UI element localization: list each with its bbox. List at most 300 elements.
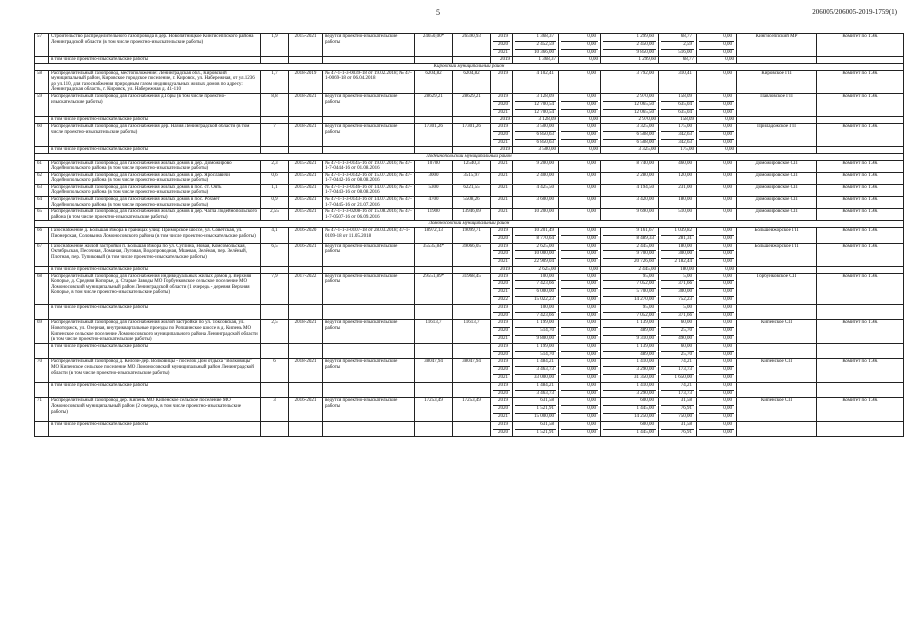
regional-budget [601, 273, 659, 304]
remaining-cost: 6204,82 [453, 70, 491, 93]
period: 2016-2021 [289, 398, 323, 421]
estimated-cost: 11613,7 [415, 320, 453, 343]
regional-budget [601, 172, 659, 184]
total [513, 70, 559, 93]
federal-budget-value: 0,00 [561, 42, 598, 50]
year-value: 2020 [493, 281, 510, 289]
year-value: 2019 [493, 344, 510, 352]
empty-cell [453, 382, 491, 398]
total-value: 6 000,00 [515, 289, 556, 297]
settlement: Кипенское СП [737, 359, 817, 382]
total-value: 10 200,00 [534, 209, 554, 215]
capacity: 3 [261, 398, 289, 421]
regional-budget [601, 320, 659, 343]
municipal-budget [659, 421, 697, 437]
regional-budget-value: 5 700,00 [603, 289, 656, 297]
other-sources-value: 0,00 [699, 281, 734, 289]
period: 2016-2021 [289, 243, 323, 266]
other-sources [697, 228, 737, 244]
capacity: 1,7 [261, 70, 289, 93]
object-name: Распределительный газопровод для газоснабжения жилых домов в пос. ст. Оять Лодейнопольского района (в том числе проектно-изыскательские работы) [49, 184, 261, 196]
federal-budget-value: 0,00 [561, 383, 598, 391]
municipal-budget [659, 304, 697, 320]
year [491, 70, 513, 93]
total [513, 184, 559, 196]
other-sources [697, 320, 737, 343]
period: 2015-2021 [289, 160, 323, 172]
municipal-budget-value: 510,00 [678, 209, 692, 215]
row-number: 57 [35, 34, 49, 57]
other-sources-value: 0,00 [699, 406, 734, 414]
object-name: Газоснабжение жилой застройки п. Большая Ижора по ул. Суглина, Новая, Комсомольская, Октябрьская, Песочная, Ломаная, Луговая, Водопроводная, Мшевая, Зелёная, пер. Зелёный, Плотная, пер. Тупиковый (в том числе проектно-изыскательские работы) [49, 243, 261, 266]
other-sources-value: 0,00 [699, 274, 734, 282]
period: 2015-2021 [289, 34, 323, 57]
settlement: Павловское ГП [737, 93, 817, 116]
municipal-budget-value: 342,63 [661, 132, 694, 140]
regional-budget [601, 343, 659, 359]
federal-budget-value: 0,00 [561, 406, 598, 414]
row-number [35, 304, 49, 320]
remaining-cost: 11613,7 [453, 320, 491, 343]
year-value: 2020 [498, 390, 508, 396]
other-sources-value: 0,00 [699, 132, 734, 140]
regional-budget-value: 489,00 [603, 328, 656, 336]
federal-budget-value: 0,00 [587, 209, 596, 215]
design-work-row [35, 304, 904, 320]
object-name: Газоснабжение д. Большая Ижора в границах улиц: Приморское шоссе, ул. Советская, ул. Пионерская, Соловьина Ломоносовского района (в том числе проектно-изыскательские работы) [49, 228, 261, 244]
row-number: 59 [35, 93, 49, 116]
federal-budget-value: 0,00 [561, 34, 598, 42]
estimated-cost: 5300 [415, 184, 453, 196]
empty-cell [261, 304, 289, 320]
regional-budget: 1 299,60 [601, 57, 659, 64]
year-value: 2021 [498, 109, 508, 115]
regional-budget-value: 3 792,00 [636, 70, 654, 76]
customer: Комитет по ТЭК [817, 320, 904, 343]
year-value: 2021 [498, 374, 508, 380]
municipal-budget-value: 74,21 [661, 359, 694, 367]
empty-cell [289, 147, 323, 154]
empty-cell [415, 57, 453, 64]
row-number [35, 382, 49, 398]
other-sources [697, 209, 737, 221]
capacity: 0,6 [261, 172, 289, 184]
municipal-budget-value: 173,73 [661, 367, 694, 375]
empty-cell [737, 147, 817, 154]
federal-budget [559, 304, 601, 320]
year [491, 184, 513, 196]
municipal-budget [659, 382, 697, 398]
settlement: Доможировское СП [737, 197, 817, 209]
design-work-label: в том числе проектно-изыскательские работы [49, 343, 261, 359]
other-sources [697, 359, 737, 382]
municipal-budget: 180,00 [659, 267, 697, 274]
year [491, 197, 513, 209]
empty-cell [817, 117, 904, 124]
municipal-budget-value: 300,00 [661, 289, 694, 297]
expertise-status: ведутся проектно-изыскательские работы [323, 243, 415, 266]
total [513, 343, 559, 359]
period: 2018-2019 [289, 70, 323, 93]
design-work-row [35, 343, 904, 359]
municipal-budget-value: 460,00 [678, 160, 692, 166]
row-number [35, 57, 49, 64]
estimated-cost: 29551,89* [415, 273, 453, 304]
regional-budget-value: 3 290,00 [603, 367, 656, 375]
total [513, 304, 559, 320]
year-value: 2020 [493, 406, 510, 414]
empty-cell [323, 304, 415, 320]
total-value: 2 625,00 [515, 244, 556, 252]
municipal-budget-value: 180,00 [661, 244, 694, 252]
object-name: Распределительный газопровод дер. Кипень МО Кипенское сельское поселение МО Ломоносовский муниципальный район (2 очередь, в том числе проектно-изыскательские работы) [49, 398, 261, 421]
other-sources-value: 0,00 [723, 235, 732, 241]
year-value: 2019 [493, 244, 510, 252]
federal-budget [559, 123, 601, 146]
total-value: 15 000,00 [534, 413, 554, 419]
other-sources-value: 0,00 [699, 305, 734, 313]
federal-budget-value: 0,00 [561, 320, 598, 328]
capacity: 7 [261, 123, 289, 146]
year: 2019 [491, 57, 513, 64]
customer: Комитет по ТЭК [817, 398, 904, 421]
federal-budget: 0,00 [559, 57, 601, 64]
estimated-cost: 24650,00* [415, 34, 453, 57]
other-sources [697, 197, 737, 209]
total [513, 197, 559, 209]
total [513, 172, 559, 184]
district-title: Ломоносовский муниципальный район [35, 221, 904, 228]
empty-cell [737, 343, 817, 359]
object-name: Распределительный газопровод для газоснабжения жилой застройки по ул. Токсовская, ул. Новоторжск, ул. Озерная, внутриквартальные проезды по Ропшинское шоссе в д. Кипень МО Кипенское сельское поселение Ломоносовского муниципального района Ленинградской области (в том числе проектно-изыскательские работы) [49, 320, 261, 343]
period: 2018-2021 [289, 93, 323, 116]
municipal-budget-value: 60,00 [661, 344, 694, 352]
federal-budget-value: 0,00 [561, 305, 598, 313]
municipal-budget [659, 184, 697, 196]
other-sources-value: 0,00 [699, 344, 734, 352]
expertise-status: ведутся проектно-изыскательские работы [323, 320, 415, 343]
regional-budget [601, 123, 659, 146]
other-sources: 0,00 [697, 117, 737, 124]
remaining-cost: 12540,3 [453, 160, 491, 172]
total-value: 631,58 [515, 398, 556, 406]
customer: Комитет по ТЭК [817, 123, 904, 146]
period: 2015-2021 [289, 184, 323, 196]
total-value: 631,58 [515, 422, 556, 430]
empty-cell [817, 343, 904, 359]
other-sources-value: 0,00 [723, 197, 732, 203]
year [491, 421, 513, 437]
year-value: 2019 [498, 70, 508, 76]
capacity: 4,1 [261, 228, 289, 244]
federal-budget-value: 0,00 [587, 297, 596, 303]
estimated-cost: 4700 [415, 197, 453, 209]
regional-budget-value: 1 139,00 [603, 344, 656, 352]
total-value: 8 770,64 [536, 235, 554, 241]
total-value: 1 368,37 [515, 34, 556, 42]
total-value: 9 200,00 [536, 160, 554, 166]
design-work-label: в том числе проектно-изыскательские работы [49, 267, 261, 274]
year [491, 320, 513, 343]
federal-budget-value: 0,00 [587, 259, 596, 265]
federal-budget [559, 160, 601, 172]
total [513, 123, 559, 146]
municipal-budget-value: 60,00 [661, 320, 694, 328]
other-sources-value: 0,00 [699, 124, 734, 132]
other-sources-value: 0,00 [723, 413, 732, 419]
municipal-budget: 68,77 [659, 57, 697, 64]
regional-budget [601, 359, 659, 382]
design-work-label: в том числе проектно-изыскательские работы [49, 147, 261, 154]
year-value: 2020 [493, 42, 510, 50]
municipal-budget-value: 516,00 [678, 49, 692, 55]
federal-budget: 0,00 [559, 267, 601, 274]
empty-cell [289, 117, 323, 124]
regional-budget [601, 421, 659, 437]
year-value: 2020 [493, 367, 510, 375]
federal-budget-value: 0,00 [587, 374, 596, 380]
estimated-cost: 17301,26 [415, 123, 453, 146]
empty-cell [453, 304, 491, 320]
expertise-status: ведутся проектно-изыскательские работы [323, 273, 415, 304]
year [491, 382, 513, 398]
year-value: 2021 [498, 336, 508, 341]
year [491, 343, 513, 359]
federal-budget-value: 0,00 [587, 160, 596, 166]
regional-budget-value: 1 445,00 [603, 406, 656, 414]
total [513, 273, 559, 304]
table-row [35, 320, 904, 343]
remaining-cost: 3515,97 [453, 172, 491, 184]
other-sources [697, 304, 737, 320]
table-row [35, 184, 904, 196]
settlement: Большеижорское ГП [737, 243, 817, 266]
year-value: 2019 [493, 398, 510, 406]
year: 2019 [491, 147, 513, 154]
row-number: 71 [35, 398, 49, 421]
total [513, 209, 559, 221]
capacity: 2,55 [261, 209, 289, 221]
total [513, 421, 559, 437]
total-value: 10 000,00 [515, 251, 556, 259]
regional-budget-value: 2 450,00 [603, 42, 656, 50]
municipal-budget [659, 343, 697, 359]
federal-budget-value: 0,00 [561, 359, 598, 367]
federal-budget-value: 0,00 [587, 235, 596, 241]
regional-budget: 2 445,00 [601, 267, 659, 274]
federal-budget-value: 0,00 [561, 274, 598, 282]
total: 3 500,00 [513, 147, 559, 154]
object-name: Распределительный газопровод для газоснабжения жилых домов в дер. Чагла Лодейнопольского района (в том числе проектно-изыскательские работы) [49, 209, 261, 221]
row-number: 67 [35, 243, 49, 266]
regional-budget-value: 6 508,00 [636, 139, 654, 145]
federal-budget-value: 0,00 [587, 312, 596, 318]
empty-cell [453, 57, 491, 64]
federal-budget-value: 0,00 [587, 70, 596, 76]
federal-budget [559, 184, 601, 196]
empty-cell [453, 117, 491, 124]
design-work-label: в том числе проектно-изыскательские работы [49, 421, 261, 437]
regional-budget-value: 95,00 [603, 305, 656, 313]
federal-budget-value: 0,00 [587, 336, 596, 341]
capacity: 6,5 [261, 243, 289, 266]
year-value: 2020 [498, 351, 508, 357]
municipal-budget-value: 752,23 [678, 297, 692, 303]
design-work-row [35, 267, 904, 274]
total [513, 93, 559, 116]
empty-cell [737, 117, 817, 124]
municipal-budget [659, 123, 697, 146]
regional-budget: 3 325,00 [601, 147, 659, 154]
investment-table [34, 33, 904, 437]
capacity: 8,8 [261, 93, 289, 116]
estimated-cost: 38047,94 [415, 359, 453, 382]
municipal-budget [659, 228, 697, 244]
municipal-budget [659, 209, 697, 221]
other-sources [697, 70, 737, 93]
settlement: Доможировское СП [737, 160, 817, 172]
regional-budget-value: 9 161,67 [603, 228, 656, 236]
year [491, 209, 513, 221]
regional-budget-value: 3 420,00 [636, 197, 654, 203]
municipal-budget-value: 300,00 [661, 251, 694, 259]
year-value: 2021 [493, 289, 510, 297]
empty-cell [817, 57, 904, 64]
expertise-status: № 47-1-1-3-0107-18 от 28.03.2018; 47-1-0109-18 от 11.05.2018 [323, 228, 415, 244]
row-number: 68 [35, 273, 49, 304]
settlement: Доможировское СП [737, 184, 817, 196]
year-value: 2019 [493, 228, 510, 236]
expertise-status: ведутся проектно-изыскательские работы [323, 34, 415, 57]
other-sources [697, 343, 737, 359]
empty-cell [415, 421, 453, 437]
federal-budget: 0,00 [559, 117, 601, 124]
table-row [35, 93, 904, 116]
customer: Комитет по ТЭК [817, 184, 904, 196]
year-value: 2019 [493, 383, 510, 391]
federal-budget [559, 273, 601, 304]
federal-budget-value: 0,00 [587, 390, 596, 396]
year-value: 2020 [493, 102, 510, 110]
empty-cell [323, 267, 415, 274]
federal-budget [559, 228, 601, 244]
municipal-budget-value: 231,00 [678, 184, 692, 190]
regional-budget [601, 382, 659, 398]
other-sources-value: 0,00 [699, 228, 734, 236]
year [491, 123, 513, 146]
year [491, 243, 513, 266]
total [513, 34, 559, 57]
regional-budget-value: 1 410,00 [603, 383, 656, 391]
total-value: 100,00 [515, 305, 556, 313]
regional-budget [601, 70, 659, 93]
total [513, 228, 559, 244]
total-value: 4 102,41 [536, 70, 554, 76]
year-value: 2022 [498, 297, 508, 303]
total-value: 12 700,54 [534, 109, 554, 115]
other-sources-value: 0,00 [723, 70, 732, 76]
municipal-budget-value: 1 650,00 [674, 374, 692, 380]
row-number [35, 267, 49, 274]
federal-budget-value: 0,00 [587, 351, 596, 357]
capacity: 1,9 [261, 34, 289, 57]
customer: Комитет по ТЭК [817, 160, 904, 172]
other-sources: 0,00 [697, 267, 737, 274]
empty-cell [289, 382, 323, 398]
empty-cell [261, 147, 289, 154]
empty-cell [289, 267, 323, 274]
municipal-budget-value: 2,59 [661, 42, 694, 50]
year-value: 2020 [498, 312, 508, 318]
total-value: 1 484,21 [515, 359, 556, 367]
row-number: 58 [35, 70, 49, 93]
empty-cell [323, 421, 415, 437]
regional-budget-value: 6 508,00 [603, 132, 656, 140]
table-row [35, 197, 904, 209]
federal-budget-value: 0,00 [587, 49, 596, 55]
period: 2015-2021 [289, 209, 323, 221]
municipal-budget-value: 31,58 [661, 398, 694, 406]
table-row [35, 123, 904, 146]
expertise-status: № 47-1-1-3-0142-16 от 15.07.2016; № 47-1-7-0442-16 от 08.08.2016 [323, 172, 415, 184]
empty-cell [737, 421, 817, 437]
regional-budget-value: 31 350,00 [634, 374, 654, 380]
remaining-cost: 19099,71 [453, 228, 491, 244]
remaining-cost: 39066,05 [453, 243, 491, 266]
table-row [35, 273, 904, 304]
other-sources-value: 0,00 [699, 359, 734, 367]
year-value: 2021 [498, 259, 508, 265]
federal-budget-value: 0,00 [587, 109, 596, 115]
total-value: 6 850,63 [536, 139, 554, 145]
total-value: 10 201,49 [515, 228, 556, 236]
municipal-budget [659, 172, 697, 184]
regional-budget-value: 14 250,00 [634, 413, 654, 419]
customer: Комитет по ТЭК [817, 34, 904, 57]
regional-budget-value: 9 310,00 [636, 336, 654, 341]
regional-budget-value: 2 445,00 [603, 244, 656, 252]
year-value: 2020 [493, 251, 510, 259]
expertise-status: ведутся проектно-изыскательские работы [323, 398, 415, 421]
federal-budget-value: 0,00 [587, 413, 596, 419]
row-number: 63 [35, 184, 49, 196]
municipal-budget [659, 243, 697, 266]
other-sources-value: 0,00 [699, 328, 734, 336]
year-value: 2019 [493, 359, 510, 367]
other-sources [697, 398, 737, 421]
regional-budget [601, 228, 659, 244]
row-number [35, 117, 49, 124]
object-name: Распределительный газопровод д. Келози-дер. Волковицы - поселок Дом отдыха "Волковицы" МО Кипенское сельское поселение МО Ломоносовский муниципальный район Ленинградской области (в том числе проектно-изыскательские работы) [49, 359, 261, 382]
municipal-budget-value: 25,70 [661, 328, 694, 336]
federal-budget: 0,00 [559, 147, 601, 154]
regional-budget-value: 14 270,00 [634, 297, 654, 303]
year [491, 93, 513, 116]
other-sources-value: 0,00 [699, 422, 734, 430]
total-value: 100,00 [515, 274, 556, 282]
total-value: 4 425,50 [536, 184, 554, 190]
municipal-budget-value: 281,31 [678, 235, 692, 241]
year [491, 359, 513, 382]
municipal-budget-value: 5,00 [661, 274, 694, 282]
remaining-cost: 31968,45 [453, 273, 491, 304]
remaining-cost: 17253,49 [453, 398, 491, 421]
empty-cell [261, 343, 289, 359]
other-sources-value: 0,00 [699, 251, 734, 259]
object-name: Распределительный газопровод для газоснабжения дер. Назия Ленинградской области (в том числе проектно-изыскательские работы) [49, 123, 261, 146]
expertise-status: № 47-1-1-3-0143-16 от 14.07.2016; № 47-1-7-0445-16 от 21.07.2016 [323, 197, 415, 209]
row-number [35, 147, 49, 154]
